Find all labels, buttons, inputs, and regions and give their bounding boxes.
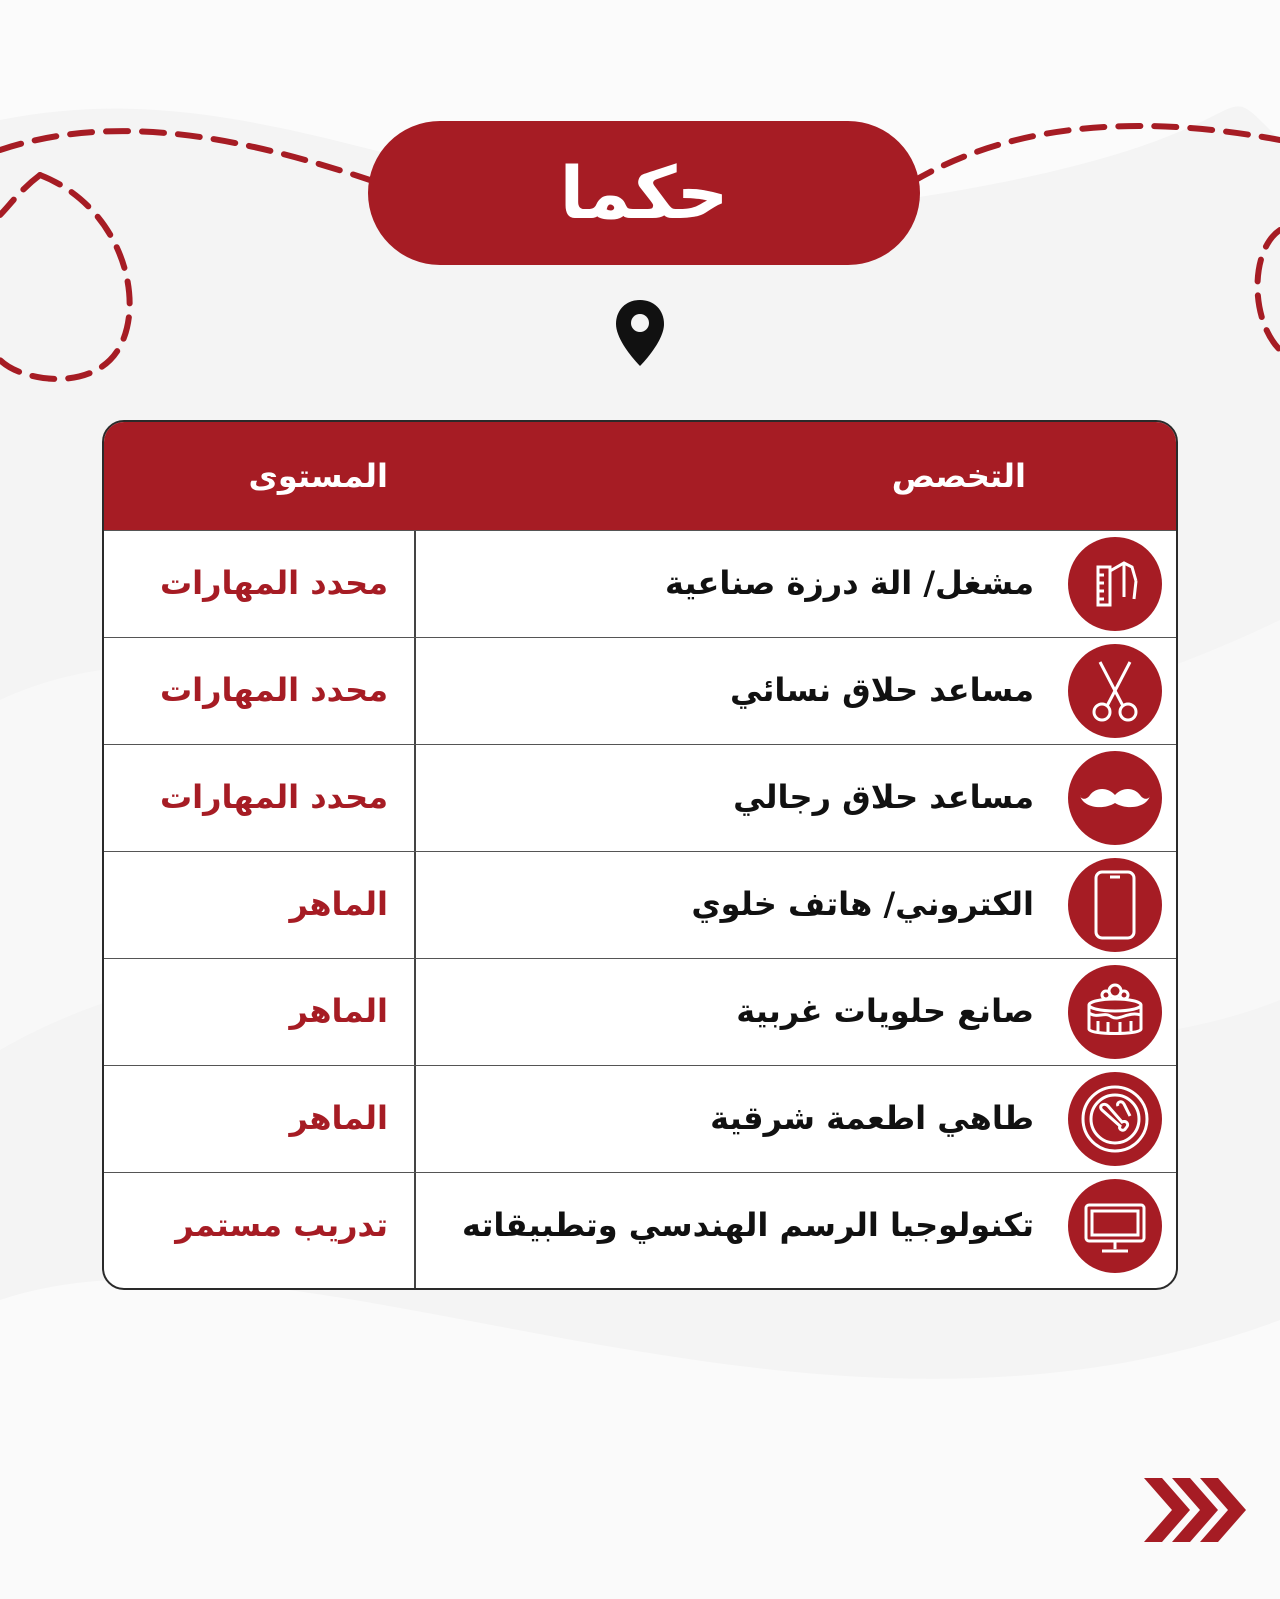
specialization-text: تكنولوجيا الرسم الهندسي وتطبيقاته [461,1206,1034,1244]
table-row [104,744,1176,851]
table-row [104,1172,1176,1290]
table-row [104,958,1176,1065]
level-text: محدد المهارات [159,564,388,602]
specialization-text: الكتروني/ هاتف خلوي [691,885,1034,923]
level-text: الماهر [289,1099,388,1137]
level-text: محدد المهارات [159,671,388,709]
specializations-table [102,420,1178,1290]
header-specialization: التخصص [891,457,1026,495]
table-row [104,637,1176,744]
table-header [104,422,1176,530]
level-text: محدد المهارات [159,778,388,816]
location-pin-icon [614,298,666,368]
cake-icon [1068,965,1162,1059]
monitor-icon [1068,1179,1162,1273]
sewing-machine-icon [1068,537,1162,631]
page-title: حكما [559,151,729,235]
level-text: تدريب مستمر [175,1206,388,1244]
level-text: الماهر [289,885,388,923]
mobile-phone-icon [1068,858,1162,952]
triple-chevron-right-icon[interactable] [1140,1470,1250,1550]
specialization-text: مشغل/ الة درزة صناعية [665,564,1034,602]
scissors-icon [1068,644,1162,738]
table-row [104,530,1176,637]
specialization-text: صانع حلويات غربية [736,992,1034,1030]
specialization-text: مساعد حلاق رجالي [733,778,1034,816]
mustache-icon [1068,751,1162,845]
table-row [104,851,1176,958]
table-row [104,1065,1176,1172]
title-banner [368,121,920,265]
dish-icon [1068,1072,1162,1166]
specialization-text: طاهي اطعمة شرقية [710,1099,1034,1137]
level-text: الماهر [289,992,388,1030]
header-level: المستوى [248,457,388,495]
specialization-text: مساعد حلاق نسائي [730,671,1034,709]
